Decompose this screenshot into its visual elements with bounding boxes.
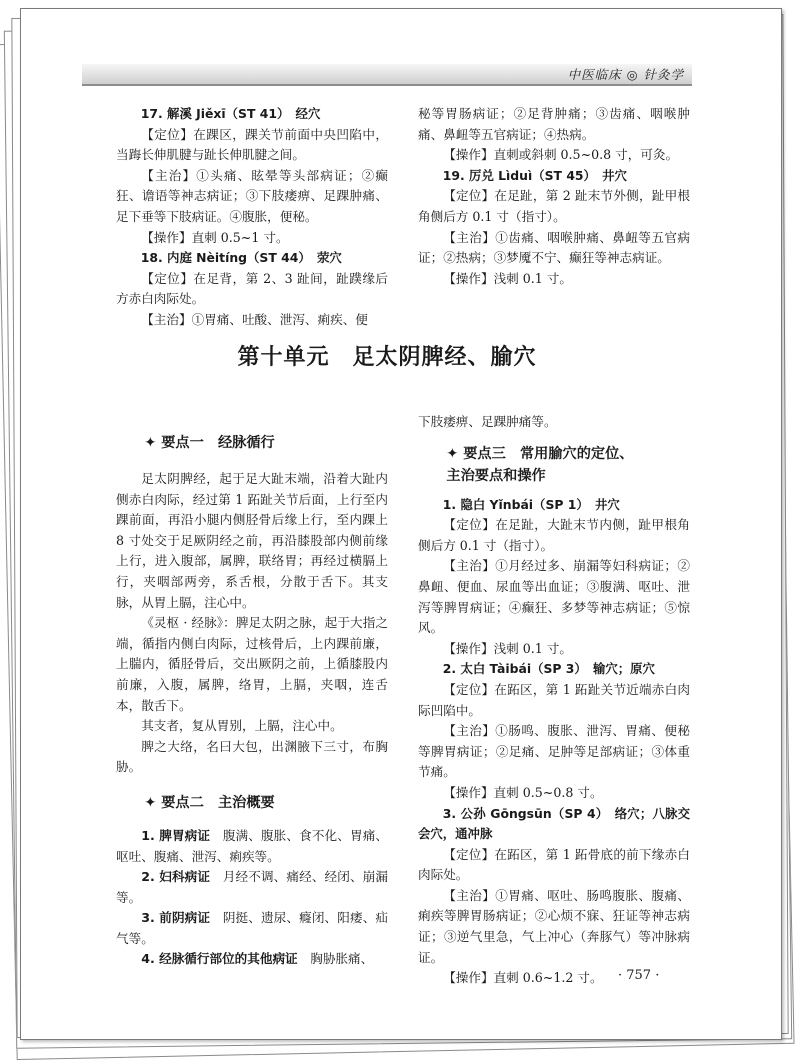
acupoint-title: 1. 隐白 Yǐnbái（SP 1） 井穴 [442, 496, 620, 512]
treatment-item [116, 826, 388, 867]
paragraph: 【定位】在跖区，第 1 跖骨底的前下缘赤白肉际处。 [418, 846, 690, 883]
paragraph: 足太阴脾经，起于足大趾末端，沿着大趾内侧赤白肉际，经过第 1 跖趾关节后面，上行至内踝前面，再沿小腿内侧胫骨后缘上行，至内踝上 8 寸处交于足厥阴经之前，再沿膝股部内侧前缘上行，进入腹部，属脾，联络胃；再经过横膈上行，夹咽部两旁，系舌根，分散于舌下。其支脉，从胃上膈，注心中。 [116, 471, 388, 610]
key-point-heading: 主治要点和操作 [446, 467, 546, 484]
treatment-text: 腹满、腹胀、食不化、胃痛、呕吐、腹痛、泄泻、痢疾等。 [116, 827, 389, 864]
treatment-text: 月经不调、痛经、经闭、崩漏等。 [116, 869, 389, 905]
column-top-left [116, 104, 388, 331]
running-header [82, 64, 692, 86]
paragraph: 【操作】直刺 0.5~0.8 寸。 [443, 784, 603, 800]
paragraph: 秘等胃肠病证；②足背肿痛；③齿痛、咽喉肿痛、鼻衄等五官病证；④热病。 [418, 106, 690, 142]
paragraph: 【操作】直刺或斜刺 0.5~0.8 寸，可灸。 [443, 147, 679, 163]
treatment-text: 胸胁胀痛、 [297, 951, 374, 967]
paragraph: 【定位】在踝区，踝关节前面中央凹陷中，当踇长伸肌腱与趾长伸肌腱之间。 [116, 126, 388, 163]
paragraph: 【操作】浅刺 0.1 寸。 [443, 270, 572, 286]
key-point-heading: ✦ 要点一 经脉循行 [144, 435, 275, 451]
acupoint-title: 17. 解溪 Jiěxī（ST 41） 经穴 [140, 106, 321, 121]
treatment-term: 1. 脾胃病证 [141, 827, 211, 843]
paragraph: 【操作】浅刺 0.1 寸。 [443, 640, 572, 656]
column-bottom-right [418, 412, 690, 989]
paragraph: 【主治】①头痛、眩晕等头部病证；②癫狂、谵语等神志病证；③下肢痿痹、足踝肿痛、足下垂等下肢病证。④腹胀，便秘。 [116, 167, 388, 224]
paragraph: 【定位】在足趾，第 2 趾末节外侧，趾甲根角侧后方 0.1 寸（指寸）。 [418, 188, 690, 224]
key-point-heading: ✦ 要点二 主治概要 [144, 794, 275, 811]
treatment-term: 3. 前阴病证 [141, 910, 211, 926]
paragraph: 【主治】①齿痛、咽喉肿痛、鼻衄等五官病证；②热病；③梦魇不宁、癫狂等神志病证。 [418, 229, 690, 266]
header-text: 中医临床 ◎ 针灸学 [567, 67, 684, 82]
paragraph: 脾之大络，名曰大包，出渊腋下三寸，布胸胁。 [116, 738, 388, 775]
paragraph: 【主治】①肠鸣、腹胀、泄泻、胃痛、便秘等脾胃病证；②足痛、足肿等足部病证；③体重节痛。 [418, 723, 690, 780]
paragraph: 【主治】①月经过多、崩漏等妇科病证；②鼻衄、便血、尿血等出血证；③腹满、呕吐、泄泻等脾胃病证；④癫狂、多梦等神志病证；⑤惊风。 [418, 558, 690, 636]
treatment-term: 4. 经脉循行部位的其他病证 [141, 951, 298, 967]
paragraph: 下肢痿痹、足踝肿痛等。 [418, 414, 557, 429]
paragraph: 【主治】①胃痛、吐酸、泄泻、痢疾、便 [141, 311, 368, 327]
treatment-item [116, 867, 388, 908]
paragraph: 《灵枢 · 经脉》：脾足太阴之脉，起于大指之端，循指内侧白肉际，过核骨后，上内踝前廉，上腨内，循胫骨后，交出厥阴之前，上循膝股内前廉，入腹，属脾，络胃，上膈，夹咽，连舌本，散舌下。 [116, 615, 388, 713]
acupoint-title: 3. 公孙 Gōngsūn（SP 4） 络穴；八脉交会穴，通冲脉 [418, 805, 690, 842]
key-point-heading: ✦ 要点三 常用腧穴的定位、 [446, 445, 634, 462]
paragraph: 【操作】直刺 0.6~1.2 寸。 [443, 970, 603, 986]
paragraph: 【定位】在跖区，第 1 跖趾关节近端赤白肉际凹陷中。 [418, 681, 690, 718]
page-number: · 757 · [618, 968, 660, 983]
acupoint-title: 19. 厉兑 Lìduì（ST 45） 井穴 [442, 167, 627, 183]
treatment-item [116, 908, 388, 949]
paragraph: 【定位】在足背，第 2、3 趾间，趾蹼缘后方赤白肉际处。 [116, 270, 388, 307]
paragraph: 【操作】直刺 0.5~1 寸。 [141, 229, 289, 245]
acupoint-title: 18. 内庭 Nèitíng（ST 44） 荥穴 [140, 250, 342, 266]
column-top-right [418, 104, 690, 289]
paragraph: 其支者，复从胃别，上膈，注心中。 [141, 718, 343, 734]
treatment-item [116, 949, 388, 970]
section-title: 第十单元 足太阴脾经、腧穴 [237, 345, 537, 370]
treatment-text: 阴挺、遗尿、癃闭、阳痿、疝气等。 [116, 910, 389, 946]
treatment-term: 2. 妇科病证 [141, 869, 211, 885]
acupoint-title: 2. 太白 Tàibái（SP 3） 输穴；原穴 [442, 661, 655, 677]
column-bottom-left [116, 432, 388, 970]
paragraph: 【定位】在足趾，大趾末节内侧，趾甲根角侧后方 0.1 寸（指寸）。 [418, 517, 690, 553]
paragraph: 【主治】①胃痛、呕吐、肠鸣腹胀、腹痛、痢疾等脾胃肠病证；②心烦不寐、狂证等神志病证；③逆气里急，气上冲心（奔豚气）等冲脉病证。 [418, 887, 690, 965]
